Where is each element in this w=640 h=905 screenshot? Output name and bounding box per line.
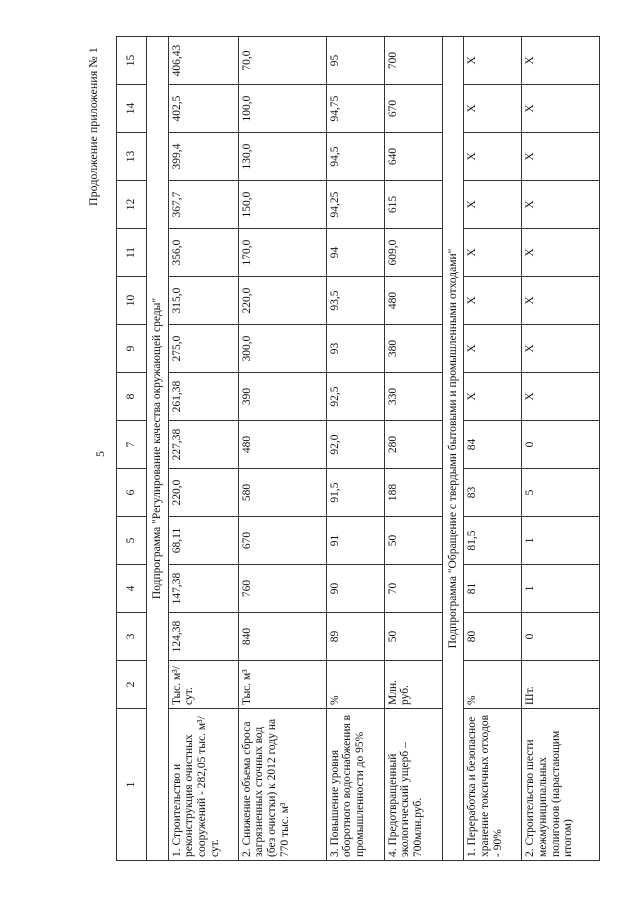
value-cell: X: [464, 373, 522, 421]
value-cell: X: [464, 85, 522, 133]
subprogram-title: Подпрограмма "Регулирование качества окружающей среды": [147, 37, 169, 861]
value-cell: 81,5: [464, 517, 522, 565]
indicator-name: 4. Предотвращенный экологический ущерб – 700млн.руб.: [384, 709, 442, 861]
value-cell: 91: [326, 517, 384, 565]
indicator-name: 1. Переработка и безопасное хранение токсичных отходов - 90%: [464, 709, 522, 861]
value-cell: 94: [326, 229, 384, 277]
column-number: 15: [117, 37, 147, 85]
column-number: 1: [117, 709, 147, 861]
value-cell: 90: [326, 565, 384, 613]
value-cell: 68,11: [168, 517, 238, 565]
value-cell: 188: [384, 469, 442, 517]
subprogram-title: Подпрограмма "Обращение с твердыми бытовыми и промышленными отходами": [442, 37, 464, 861]
value-cell: X: [464, 277, 522, 325]
table-row: [464, 37, 522, 861]
continuation-label: Продолжение приложения № 1: [86, 47, 100, 206]
indicator-unit: %: [326, 661, 384, 709]
value-cell: 609,0: [384, 229, 442, 277]
value-cell: 150,0: [238, 181, 326, 229]
value-cell: 220,0: [168, 469, 238, 517]
table-row: [522, 37, 600, 861]
column-number: 11: [117, 229, 147, 277]
value-cell: X: [522, 373, 600, 421]
value-cell: 100,0: [238, 85, 326, 133]
value-cell: 760: [238, 565, 326, 613]
value-cell: X: [464, 325, 522, 373]
value-cell: 356,0: [168, 229, 238, 277]
value-cell: 367,7: [168, 181, 238, 229]
value-cell: 84: [464, 421, 522, 469]
table-row: [168, 37, 238, 861]
value-cell: 670: [384, 85, 442, 133]
value-cell: 93,5: [326, 277, 384, 325]
value-cell: 840: [238, 613, 326, 661]
value-cell: 380: [384, 325, 442, 373]
table-row: [384, 37, 442, 861]
value-cell: 130,0: [238, 133, 326, 181]
indicator-unit: Тыс. м³/сут.: [168, 661, 238, 709]
value-cell: 406,43: [168, 37, 238, 85]
value-cell: 170,0: [238, 229, 326, 277]
indicator-name: 1. Строительство и реконструкция очистных сооружений - 282,05 тыс. м³/сут.: [168, 709, 238, 861]
value-cell: 330: [384, 373, 442, 421]
indicator-name: 2. Строительство шести межмуниципальных полигонов (нарастающим итогом): [522, 709, 600, 861]
value-cell: 261,38: [168, 373, 238, 421]
value-cell: 147,38: [168, 565, 238, 613]
value-cell: X: [464, 133, 522, 181]
column-number: 4: [117, 565, 147, 613]
value-cell: 89: [326, 613, 384, 661]
value-cell: 81: [464, 565, 522, 613]
column-number: 10: [117, 277, 147, 325]
value-cell: X: [464, 229, 522, 277]
value-cell: 94,75: [326, 85, 384, 133]
value-cell: 50: [384, 517, 442, 565]
value-cell: X: [522, 277, 600, 325]
indicator-unit: Тыс. м³: [238, 661, 326, 709]
value-cell: 70,0: [238, 37, 326, 85]
value-cell: 480: [238, 421, 326, 469]
indicator-unit: Млн. руб.: [384, 661, 442, 709]
column-number-row: [117, 37, 147, 861]
value-cell: 399,4: [168, 133, 238, 181]
value-cell: X: [464, 37, 522, 85]
value-cell: 227,38: [168, 421, 238, 469]
value-cell: 1: [522, 517, 600, 565]
value-cell: 83: [464, 469, 522, 517]
value-cell: 93: [326, 325, 384, 373]
indicators-table: [116, 36, 600, 861]
column-number: 9: [117, 325, 147, 373]
value-cell: 220,0: [238, 277, 326, 325]
column-number: 6: [117, 469, 147, 517]
page-number: 5: [93, 451, 107, 457]
value-cell: 0: [522, 613, 600, 661]
value-cell: 92,5: [326, 373, 384, 421]
value-cell: 124,38: [168, 613, 238, 661]
table-row: [326, 37, 384, 861]
value-cell: X: [522, 181, 600, 229]
value-cell: X: [522, 133, 600, 181]
value-cell: 275,0: [168, 325, 238, 373]
value-cell: X: [522, 325, 600, 373]
value-cell: 94,25: [326, 181, 384, 229]
value-cell: 280: [384, 421, 442, 469]
indicator-unit: Шт.: [522, 661, 600, 709]
column-number: 5: [117, 517, 147, 565]
value-cell: 70: [384, 565, 442, 613]
value-cell: 402,5: [168, 85, 238, 133]
column-number: 2: [117, 661, 147, 709]
value-cell: 5: [522, 469, 600, 517]
value-cell: 300,0: [238, 325, 326, 373]
value-cell: 640: [384, 133, 442, 181]
value-cell: X: [522, 229, 600, 277]
indicator-unit: %: [464, 661, 522, 709]
value-cell: 700: [384, 37, 442, 85]
value-cell: 615: [384, 181, 442, 229]
table-row: [238, 37, 326, 861]
value-cell: 91,5: [326, 469, 384, 517]
value-cell: X: [464, 181, 522, 229]
value-cell: 0: [522, 421, 600, 469]
value-cell: 480: [384, 277, 442, 325]
value-cell: 670: [238, 517, 326, 565]
value-cell: 80: [464, 613, 522, 661]
column-number: 3: [117, 613, 147, 661]
column-number: 8: [117, 373, 147, 421]
column-number: 7: [117, 421, 147, 469]
column-number: 14: [117, 85, 147, 133]
indicator-name: 2. Снижение объема сброса загрязненных сточных вод (без очистки) к 2012 году на 770 тыс. м³: [238, 709, 326, 861]
value-cell: 94,5: [326, 133, 384, 181]
value-cell: 50: [384, 613, 442, 661]
column-number: 13: [117, 133, 147, 181]
value-cell: 315,0: [168, 277, 238, 325]
indicator-name: 3. Повышение уровня оборотного водоснабжения в промышленности до 95%: [326, 709, 384, 861]
value-cell: 580: [238, 469, 326, 517]
value-cell: X: [522, 85, 600, 133]
value-cell: 95: [326, 37, 384, 85]
column-number: 12: [117, 181, 147, 229]
value-cell: 390: [238, 373, 326, 421]
value-cell: 92,0: [326, 421, 384, 469]
value-cell: 1: [522, 565, 600, 613]
value-cell: X: [522, 37, 600, 85]
